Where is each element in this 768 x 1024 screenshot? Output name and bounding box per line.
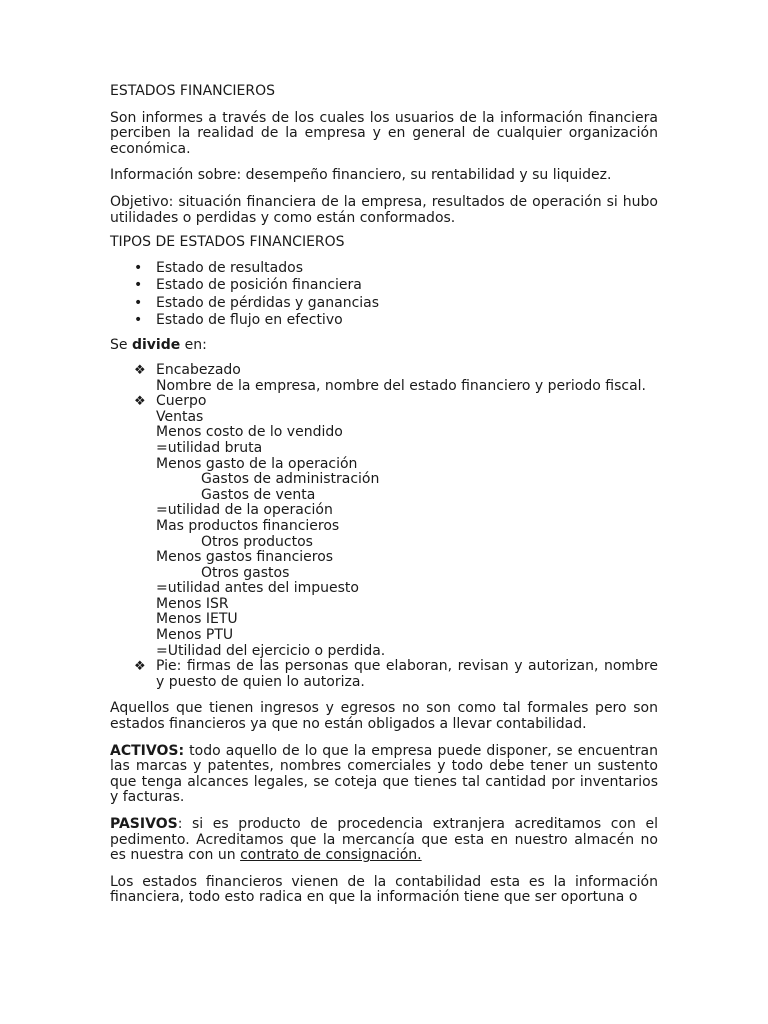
aquellos-paragraph: Aquellos que tienen ingresos y egresos no son como tal formales pero son estados financieros ya que no están obligados a llevar contabilidad. — [110, 700, 658, 733]
disc-bullet-icon: • — [134, 277, 143, 294]
disc-bullet-icon: • — [134, 259, 143, 276]
cuerpo-lines — [156, 410, 658, 660]
cuerpo-line: Menos IETU — [156, 611, 238, 628]
contrato-link[interactable]: contrato de consignación. — [240, 847, 422, 864]
diamond-bullet-icon: ❖ — [134, 394, 146, 410]
cuerpo-line: Menos gasto de la operación — [156, 455, 358, 472]
cuerpo-line: =utilidad antes del impuesto — [156, 580, 359, 597]
info-paragraph: Información sobre: desempeño financiero, su rentabilidad y su liquidez. — [110, 167, 612, 184]
activos-paragraph: ACTIVOS: todo aquello de lo que la empresa puede disponer, se encuentran las marcas y patentes, nombres comerciales y todo debe tener un sustento que tenga alcances legales, se coteja que tienes tal cantidad por inventarios y facturas. — [110, 742, 658, 806]
cuerpo-line: Gastos de venta — [201, 486, 316, 503]
cuerpo-line: Menos ISR — [156, 595, 229, 612]
doc-title: ESTADOS FINANCIEROS — [110, 83, 275, 99]
pasivos-paragraph: PASIVOS: si es producto de procedencia extranjera acreditamos con el pedimento. Acreditamos que la mercancía que esta en nuestro almacén no es nuestra con un contrato de consignación. — [110, 816, 658, 864]
disc-bullet-icon: • — [134, 294, 143, 311]
encabezado-label: Encabezado — [156, 361, 241, 378]
cuerpo-line: Otros productos — [201, 533, 313, 550]
tipos-heading: TIPOS DE ESTADOS FINANCIEROS — [110, 234, 345, 251]
cuerpo-label: Cuerpo — [156, 393, 207, 410]
diamond-bullet-icon: ❖ — [134, 659, 146, 675]
cuerpo-line: Gastos de administración — [201, 471, 380, 488]
cuerpo-line: Menos PTU — [156, 627, 234, 644]
list-item: • Estado de resultados — [134, 259, 303, 276]
objetivo-paragraph: Objetivo: situación financiera de la empresa, resultados de operación si hubo utilidades o perdidas y como están conformados. — [110, 193, 658, 226]
cuerpo-line: Menos gastos financieros — [156, 549, 334, 566]
diamond-bullet-icon: ❖ — [134, 362, 146, 378]
cuerpo-line: Ventas — [156, 408, 204, 425]
cuerpo-line: Menos costo de lo vendido — [156, 424, 343, 441]
cuerpo-line: =Utilidad del ejercicio o perdida. — [156, 642, 386, 659]
cuerpo-section — [110, 394, 658, 659]
document-page — [110, 84, 658, 906]
cuerpo-line: Otros gastos — [201, 564, 290, 581]
encabezado-detail: Nombre de la empresa, nombre del estado financiero y periodo fiscal. — [156, 377, 646, 394]
cuerpo-line: =utilidad bruta — [156, 439, 263, 456]
divide-paragraph: Se divide en: — [110, 337, 207, 354]
encabezado-section — [110, 363, 658, 394]
list-item: • Estado de posición financiera — [134, 277, 362, 294]
pasivos-label: PASIVOS — [110, 816, 178, 832]
final-paragraph: Los estados financieros vienen de la contabilidad esta es la información financiera, todo esto radica en que la información tiene que ser oportuna o — [110, 873, 658, 906]
intro-paragraph: Son informes a través de los cuales los usuarios de la información financiera perciben la realidad de la empresa y en general de cualquier organización económica. — [110, 109, 658, 157]
cuerpo-line: Mas productos financieros — [156, 517, 340, 534]
tipos-list — [110, 260, 658, 330]
activos-label: ACTIVOS: — [110, 742, 185, 759]
cuerpo-line: =utilidad de la operación — [156, 502, 333, 519]
list-item: • Estado de flujo en efectivo — [134, 311, 343, 328]
pie-section — [110, 659, 658, 690]
pie-text: Pie: firmas de las personas que elaboran, revisan y autorizan, nombre y puesto de quien lo autoriza. — [156, 658, 658, 690]
list-item: • Estado de pérdidas y ganancias — [134, 294, 380, 311]
disc-bullet-icon: • — [134, 311, 143, 328]
